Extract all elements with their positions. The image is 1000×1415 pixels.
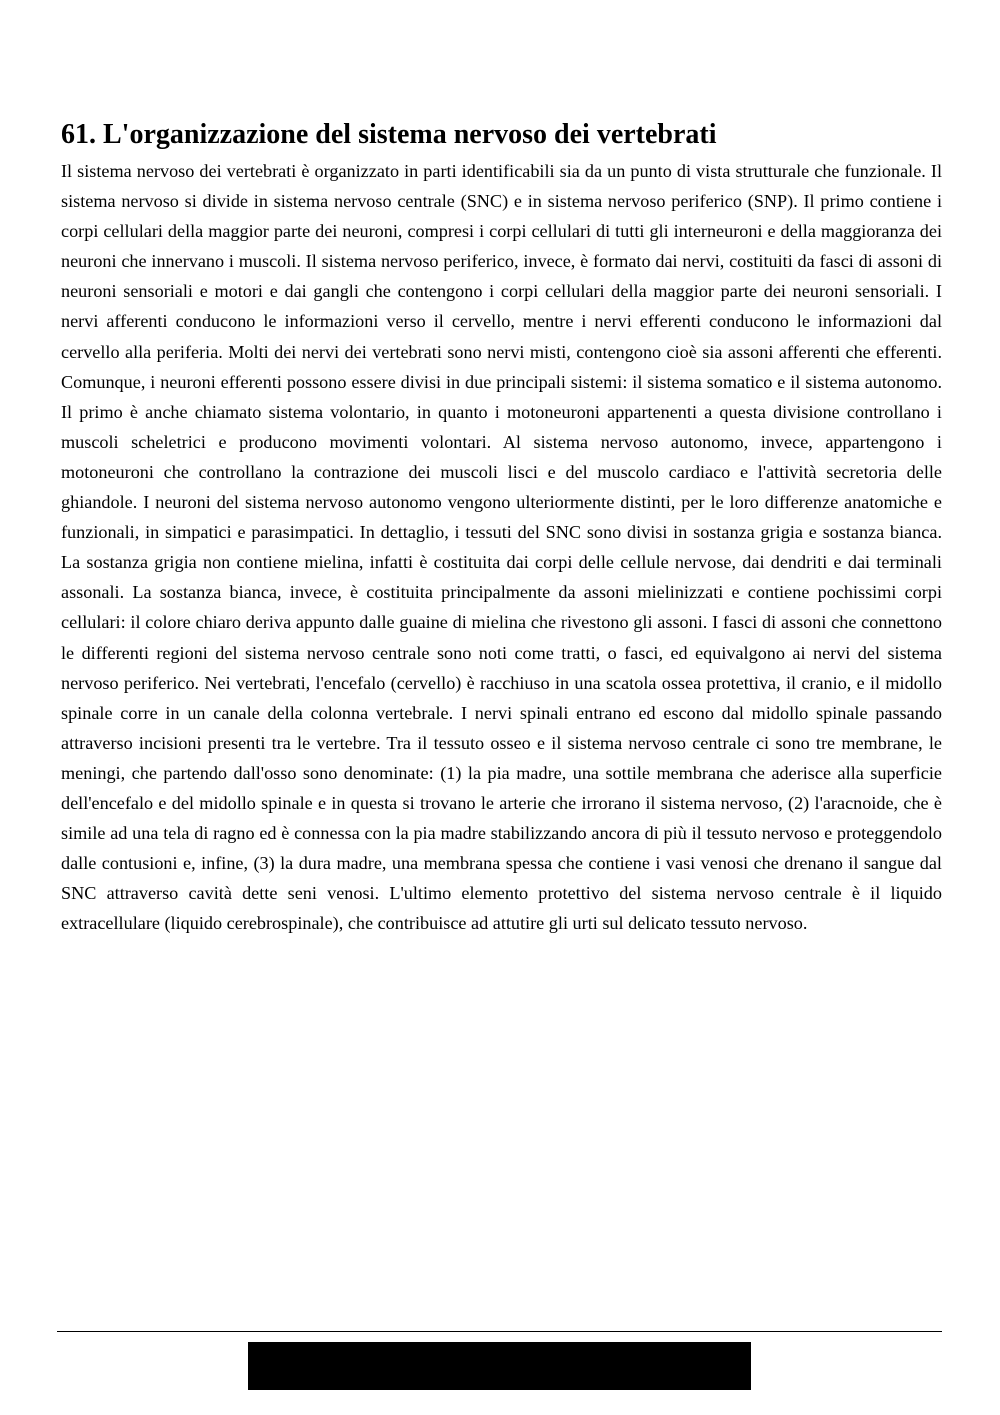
footer-divider bbox=[57, 1331, 942, 1332]
page-title: 61. L'organizzazione del sistema nervoso dei vertebrati bbox=[61, 119, 717, 150]
footer-redaction-block bbox=[248, 1342, 751, 1390]
body-paragraph: Il sistema nervoso dei vertebrati è organizzato in parti identificabili sia da un punto di vista strutturale che funzionale. Il sistema nervoso si divide in sistema nervoso centrale (SNC) e in sistema nervoso periferico (SNP). Il primo contiene i corpi cellulari della maggior parte dei neuroni, compresi i corpi cellulari di tutti gli interneuroni e della maggioranza dei neuroni che innervano i muscoli. Il sistema nervoso periferico, invece, è formato dai nervi, costituiti da fasci di assoni di neuroni sensoriali e motori e dai gangli che contengono i corpi cellulari della maggior parte dei neuroni sensoriali. I nervi afferenti conducono le informazioni verso il cervello, mentre i nervi efferenti conducono le informazioni dal cervello alla periferia. Molti dei nervi dei vertebrati sono nervi misti, contengono cioè sia assoni afferenti che efferenti. Comunque, i neuroni efferenti possono essere divisi in due principali sistemi: il sistema somatico e il sistema autonomo. Il primo è anche chiamato sistema volontario, in quanto i motoneuroni appartenenti a questa divisione controllano i muscoli scheletrici e producono movimenti volontari. Al sistema nervoso autonomo, invece, appartengono i motoneuroni che controllano la contrazione dei muscoli lisci e del muscolo cardiaco e l'attività secretoria delle ghiandole. I neuroni del sistema nervoso autonomo vengono ulteriormente distinti, per le loro differenze anatomiche e funzionali, in simpatici e parasimpatici. In dettaglio, i tessuti del SNC sono divisi in sostanza grigia e sostanza bianca. La sostanza grigia non contiene mielina, infatti è costituita dai corpi delle cellule nervose, dai dendriti e dai terminali assonali. La sostanza bianca, invece, è costituita principalmente da assoni mielinizzati e contiene pochissimi corpi cellulari: il colore chiaro deriva appunto dalle guaine di mielina che rivestono gli assoni. I fasci di assoni che connettono le differenti regioni del sistema nervoso centrale sono noti come tratti, o fasci, ed equivalgono ai nervi del sistema nervoso periferico. Nei vertebrati, l'encefalo (cervello) è racchiuso in una scatola ossea protettiva, il cranio, e il midollo spinale corre in un canale della colonna vertebrale. I nervi spinali entrano ed escono dal midollo spinale passando attraverso incisioni presenti tra le vertebre. Tra il tessuto osseo e il sistema nervoso centrale ci sono tre membrane, le meningi, che partendo dall'osso sono denominate: (1) la pia madre, una sottile membrana che aderisce alla superficie dell'encefalo e del midollo spinale e in questa si trovano le arterie che irrorano il sistema nervoso, (2) l'aracnoide, che è simile ad una tela di ragno ed è connessa con la pia madre stabilizzando ancora di più il tessuto nervoso e proteggendolo dalle contusioni e, infine, (3) la dura madre, una membrana spessa che contiene i vasi venosi che drenano il sangue dal SNC attraverso cavità dette seni venosi. L'ultimo elemento protettivo del sistema nervoso centrale è il liquido extracellulare (liquido cerebrospinale), che contribuisce ad attutire gli urti sul delicato tessuto nervoso. bbox=[61, 161, 942, 934]
